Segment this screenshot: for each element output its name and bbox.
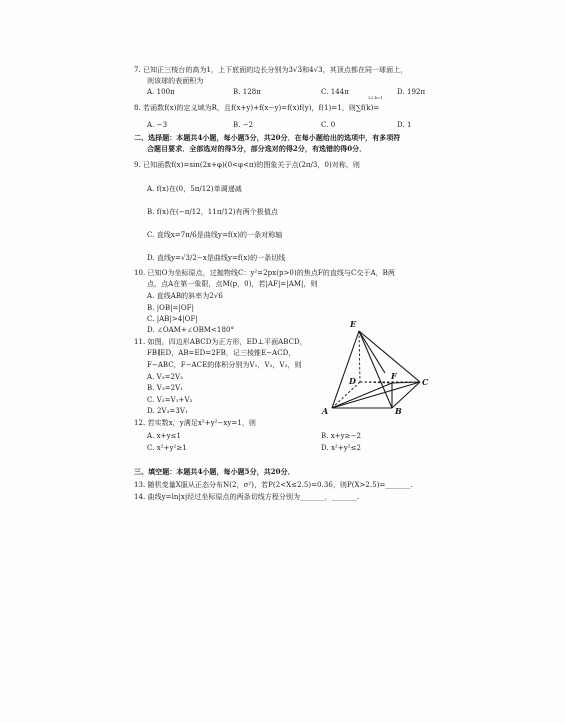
q9-option-a: A. f(x)在(0，5π/12)单调递减 xyxy=(147,185,242,193)
vertex-c-label: C xyxy=(422,377,429,387)
q8-option-c: C. 0 xyxy=(321,121,336,129)
q11-option-a: A. V₃=2V₂ xyxy=(147,373,183,381)
q10-option-a: A. 直线AB的斜率为2√6 xyxy=(147,292,223,300)
q8-option-d: D. 1 xyxy=(397,121,412,129)
q12-stem: 12. 若实数x，y满足x²+y²−xy=1，则 xyxy=(134,419,256,427)
q12-option-d: D. x²+y²≤2 xyxy=(321,444,362,452)
vertex-d-label: D xyxy=(349,376,356,386)
q8-option-a: A. −3 xyxy=(147,121,168,129)
q10-option-b: B. |OB|=|OF| xyxy=(147,304,194,312)
q12-option-a: A. x+y≤1 xyxy=(147,432,181,440)
q8-option-b: B. −2 xyxy=(233,121,254,129)
q8-sum-limits: 22 k=1 xyxy=(368,95,383,100)
section3-header: 三、填空题：本题共4小题，每小题5分，共20分． xyxy=(134,467,295,476)
q11-stem-line1: 11. 如图，四边形ABCD为正方形，ED⊥平面ABCD， xyxy=(134,338,307,346)
q9-stem: 9. 已知函数f(x)=sin(2x+φ)(0<φ<π)的图象关于点(2π/3，0)对称，则 xyxy=(134,161,360,169)
q13-stem: 13. 随机变量X服从正态分布N(2，σ²)，若P(2<X≤2.5)=0.36，则P(X>2.5)=_______. xyxy=(134,481,413,489)
q9-option-d: D. 直线y=√3/2−x是曲线y=f(x)的一条切线 xyxy=(147,254,286,262)
section2-line1: 二、选择题：本题共4小题，每小题5分，共20分．在每小题给出的选项中，有多项符 xyxy=(134,133,401,142)
pyramid-figure xyxy=(318,318,430,416)
q11-option-c: C. V₃=V₁+V₂ xyxy=(147,396,193,404)
q12-option-b: B. x+y≥−2 xyxy=(321,432,361,440)
q14-stem: 14. 曲线y=ln|x|经过坐标原点的两条切线方程分别为_______，_______. xyxy=(134,493,360,501)
q7-stem-line2: 则该球的表面积为 xyxy=(147,77,204,85)
q10-option-d: D. ∠OAM+∠OBM<180° xyxy=(147,326,234,334)
q11-option-b: B. V₃=2V₁ xyxy=(147,384,184,392)
section2-line2: 合题目要求．全部选对的得5分，部分选对的得2分，有选错的得0分． xyxy=(147,144,367,153)
q7-option-b: B. 128π xyxy=(233,88,261,96)
vertex-f-label: F xyxy=(391,371,397,381)
q10-stem-line2: 点，点A在第一象限，点M(p，0)，若|AF|=|AM|，则 xyxy=(147,280,318,288)
q8-stem: 8. 若函数f(x)的定义域为R，且f(x+y)+f(x−y)=f(x)f(y)，f(1)=1，则∑f(k)= xyxy=(134,104,380,112)
q9-option-c: C. 直线x=7π/6是曲线y=f(x)的一条对称轴 xyxy=(147,231,283,239)
q10-stem-line1: 10. 已知O为坐标原点，过抛物线C：y²=2px(p>0)的焦点F的直线与C交于A，B两 xyxy=(134,269,395,277)
q7-stem-line1: 7. 已知正三棱台的高为1，上下底面的边长分别为3√3和4√3，其顶点都在同一球面上， xyxy=(134,66,408,74)
q7-option-c: C. 144π xyxy=(321,88,349,96)
q12-option-c: C. x²+y²≥1 xyxy=(147,444,187,452)
vertex-e-label: E xyxy=(350,319,357,329)
pyramid-diagram xyxy=(318,318,430,416)
q11-option-d: D. 2V₃=3V₁ xyxy=(147,407,188,415)
q9-option-b: B. f(x)在(−π/12，11π/12)有两个极值点 xyxy=(147,208,278,216)
vertex-b-label: B xyxy=(395,406,402,416)
q11-stem-line2: FB∥ED，AB=ED=2FB，记三棱锥E−ACD， xyxy=(147,349,296,357)
vertex-a-label: A xyxy=(322,406,329,416)
q7-option-a: A. 100π xyxy=(147,88,175,96)
q10-option-c: C. |AB|>4|OF| xyxy=(147,315,198,323)
q7-option-d: D. 192π xyxy=(397,88,426,96)
q11-stem-line3: F−ABC，F−ACE的体积分别为V₁，V₂，V₃，则 xyxy=(147,361,302,369)
